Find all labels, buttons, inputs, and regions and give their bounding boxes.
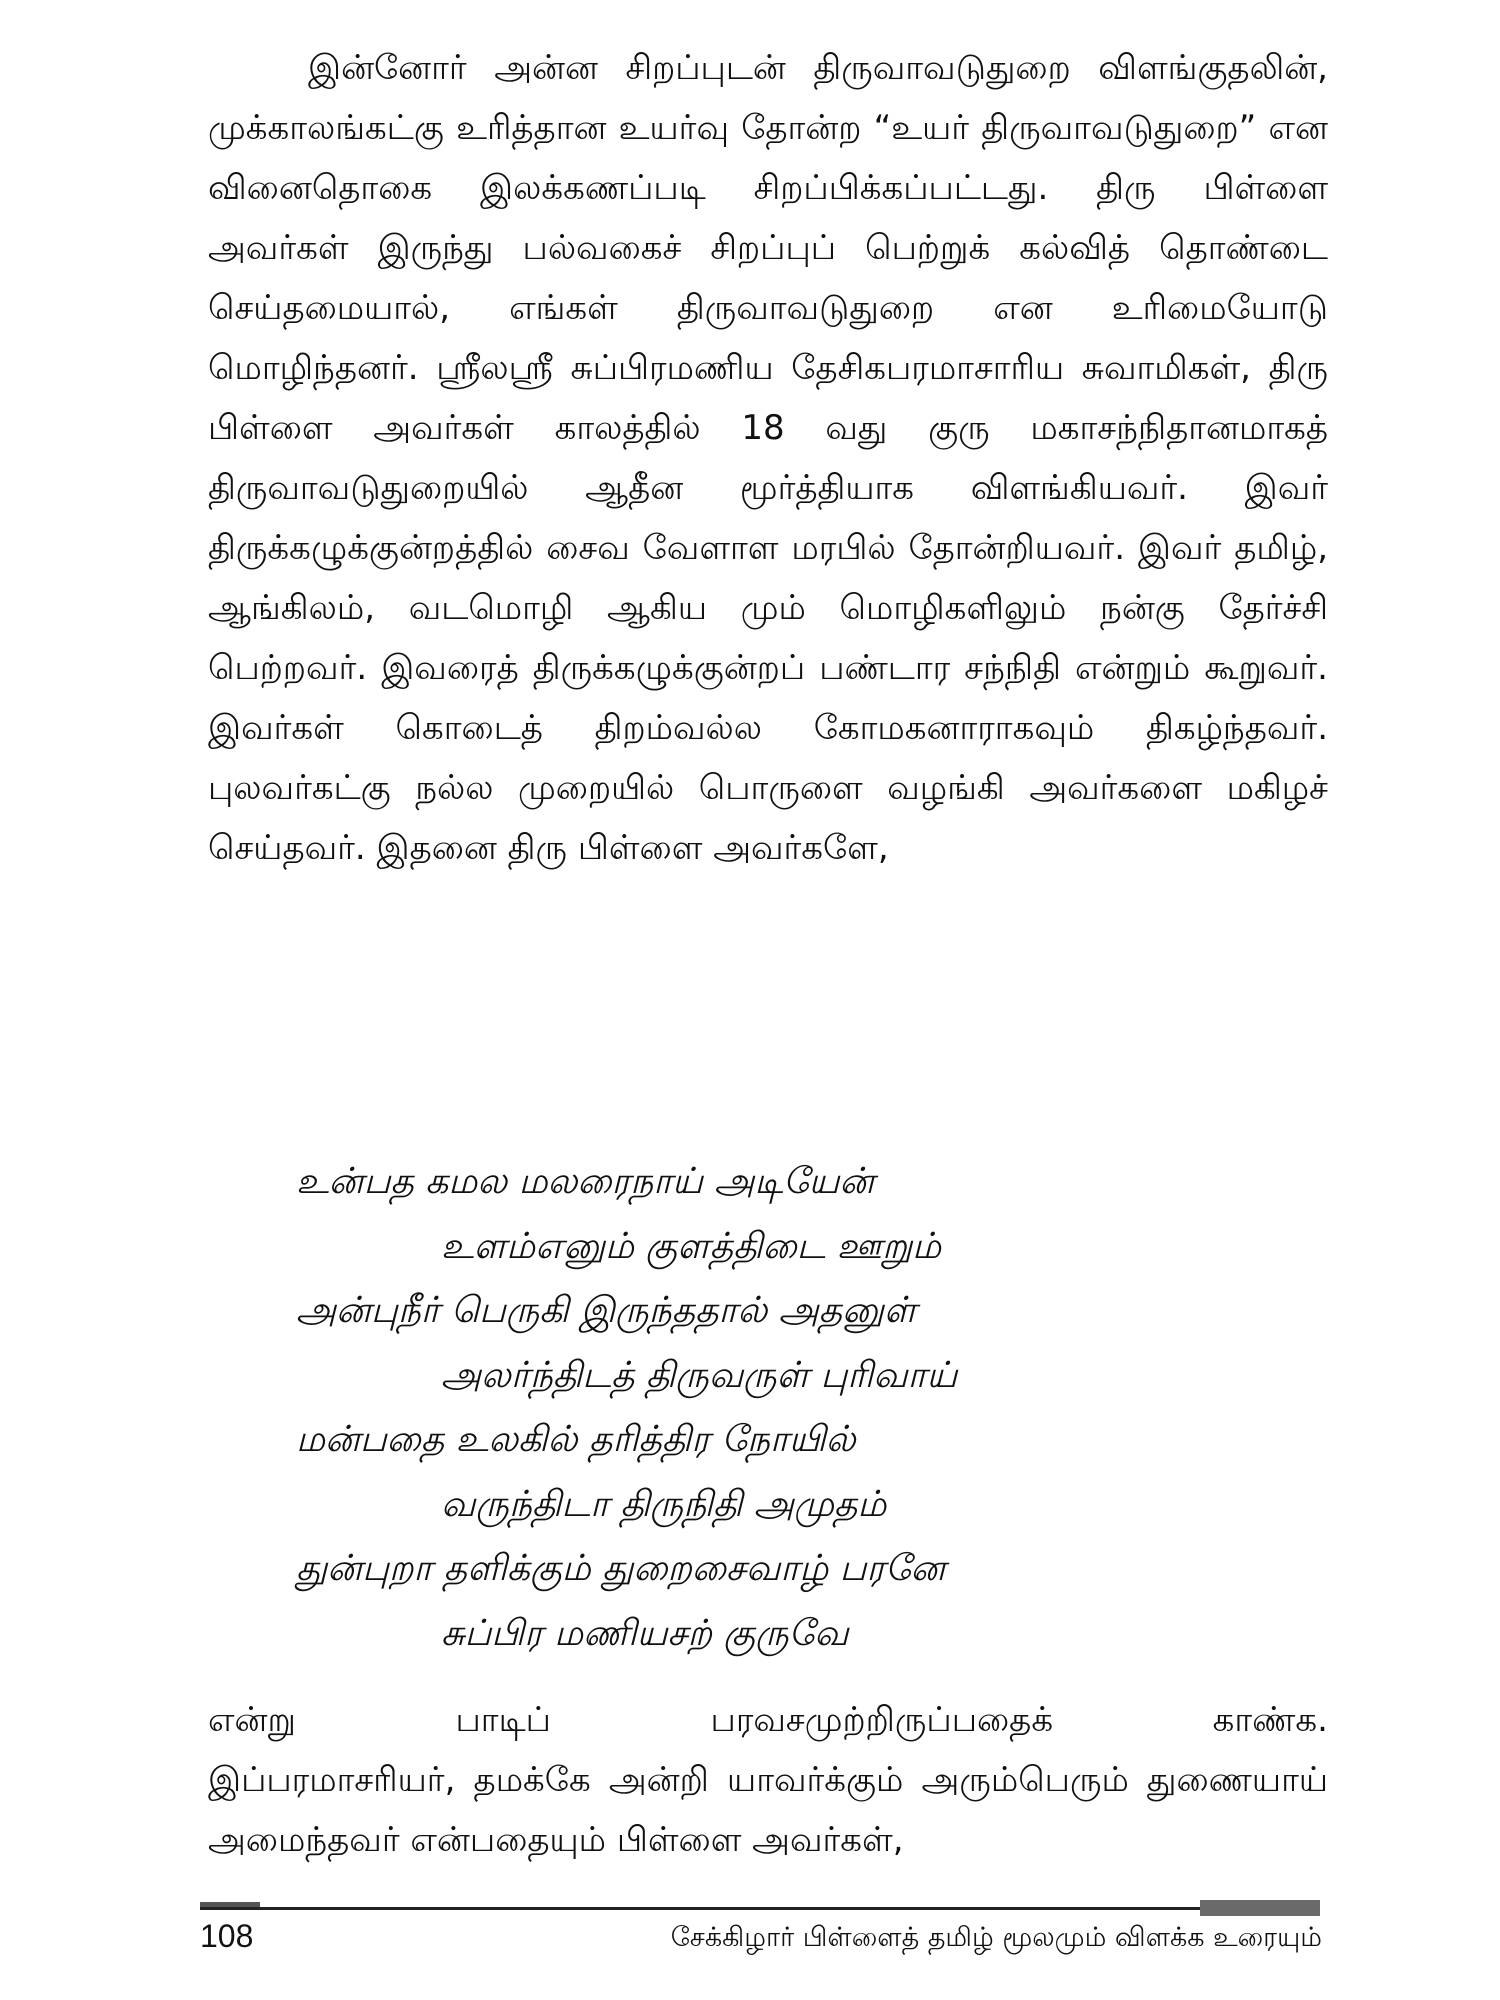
poem-line-2: உளம்எனும் குளத்திடை ஊறும் bbox=[441, 1225, 942, 1267]
footer-rule-line bbox=[200, 1907, 1320, 1910]
body-paragraph-2-rest: இப்பரமாசரியர், தமக்கே அன்றி யாவர்க்கும் அரும்பெரும் துணையாய் அமைந்தவர் என்பதையும் பிள்ளை அவர்கள், bbox=[208, 1760, 1328, 1860]
poem-line-7: துன்புறா தளிக்கும் துறைசைவாழ் பரனே bbox=[296, 1548, 946, 1589]
poem-line-4: அலர்ந்திடத் திருவருள் புரிவாய் bbox=[441, 1354, 958, 1396]
footer-rule-right-mark bbox=[1200, 1900, 1320, 1916]
footer-rule bbox=[200, 1900, 1320, 1916]
poem-verse bbox=[296, 1150, 1196, 1666]
body-paragraph-2-line-1: என்று பாடிப் பரவசமுற்றிருப்பதைக் காண்க. bbox=[208, 1700, 1328, 1740]
body-paragraph-2 bbox=[208, 1690, 1328, 1870]
page-number: 108 bbox=[200, 1918, 254, 1954]
poem-line-3: அன்புநீர் பெருகி இருந்ததால் அதனுள் bbox=[296, 1290, 917, 1331]
poem-line-6: வருந்திடா திருநிதி அமுதம் bbox=[441, 1483, 887, 1525]
poem-line-5: மன்பதை உலகில் தரித்திர நோயில் bbox=[296, 1419, 856, 1460]
poem-line-1: உன்பத கமல மலரைநாய் அடியேன் bbox=[296, 1161, 875, 1202]
body-paragraph-1: இன்னோர் அன்ன சிறப்புடன் திருவாவடுதுறை விளங்குதலின், முக்காலங்கட்கு உரித்தான உயர்வு தோன்ற “உயர் திருவாவடுதுறை” என வினைதொகை இலக்கணப்படி சிறப்பிக்கப்பட்டது. திரு பிள்ளை அவர்கள் இருந்து பல்வகைச் சிறப்புப் பெற்றுக் கல்வித் தொண்டை செய்தமையால், எங்கள் திருவாவடுதுறை என உரிமையோடு மொழிந்தனர். ஸ்ரீலஸ்ரீ சுப்பிரமணிய தேசிகபரமாசாரிய சுவாமிகள், திரு பிள்ளை அவர்கள் காலத்தில் 18 வது குரு மகாசந்நிதானமாகத் திருவாவடுதுறையில் ஆதீன மூர்த்தியாக விளங்கியவர். இவர் திருக்கழுக்குன்றத்தில் சைவ வேளாள மரபில் தோன்றியவர். இவர் தமிழ், ஆங்கிலம், வடமொழி ஆகிய மும் மொழிகளிலும் நன்கு தேர்ச்சி பெற்றவர். இவரைத் திருக்கழுக்குன்றப் பண்டார சந்நிதி என்றும் கூறுவர். இவர்கள் கொடைத் திறம்வல்ல கோமகனாராகவும் திகழ்ந்தவர். புலவர்கட்கு நல்ல முறையில் பொருளை வழங்கி அவர்களை மகிழச் செய்தவர். இதனை திரு பிள்ளை அவர்களே, bbox=[208, 48, 1328, 868]
page-footer bbox=[0, 1918, 1500, 1978]
poem-line-8: சுப்பிர மணியசற் குருவே bbox=[441, 1612, 849, 1654]
running-title: சேக்கிழார் பிள்ளைத் தமிழ் மூலமும் விளக்க உரையும் bbox=[670, 1922, 1322, 1953]
